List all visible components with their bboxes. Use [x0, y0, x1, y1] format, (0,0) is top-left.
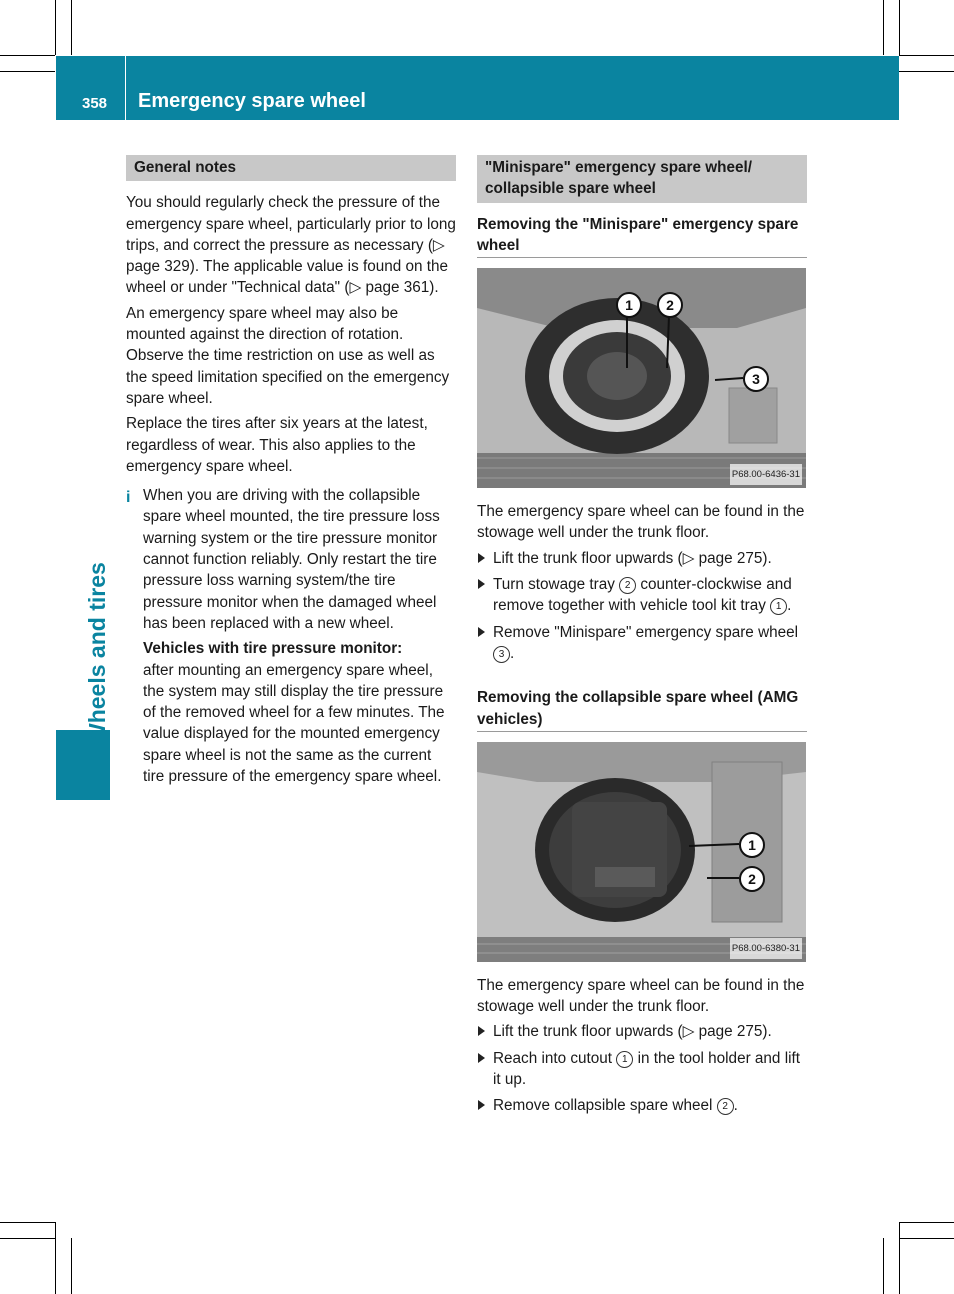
step-arrow-icon	[478, 579, 485, 589]
crop-mark	[899, 1222, 954, 1223]
callout-2: 2	[739, 866, 765, 892]
step: Reach into cutout 1 in the tool holder and lift it up.	[477, 1048, 807, 1091]
step: Lift the trunk floor upwards (▷ page 275).	[477, 548, 807, 569]
ref-circle: 3	[493, 646, 510, 663]
info-icon: i	[126, 489, 131, 507]
figure-collapsible	[477, 742, 806, 962]
crop-mark	[0, 71, 55, 72]
crop-mark	[0, 55, 55, 56]
info-text: When you are driving with the collapsible spare wheel mounted, the tire pressure loss warning system or the tire pressure monitor cannot function reliably. Only restart the tire pressure loss warning system/the tire pressure monitor when the damaged wheel has been replaced with a new wheel.	[143, 487, 440, 632]
crop-mark	[899, 55, 954, 56]
crop-mark	[899, 0, 900, 55]
paragraph: The emergency spare wheel can be found in the stowage well under the trunk floor.	[477, 976, 805, 1016]
crop-mark	[0, 1222, 55, 1223]
paragraph: An emergency spare wheel may also be mounted against the direction of rotation. Observe the time restriction on use as well as the speed limitation specified on the emergency spare wheel.	[126, 304, 450, 407]
paragraph: Replace the tires after six years at the latest, regardless of wear. This also applies to the emergency spare wheel.	[126, 415, 428, 475]
crop-mark	[71, 0, 72, 55]
page-title: Emergency spare wheel	[138, 90, 366, 112]
crop-mark	[55, 0, 56, 55]
subheading-remove-collapsible: Removing the collapsible spare wheel (AMG vehicles)	[477, 687, 807, 732]
figure-code: P68.00-6436-31	[730, 464, 802, 485]
left-column	[126, 155, 456, 787]
ref-circle: 2	[717, 1098, 734, 1115]
step-arrow-icon	[478, 553, 485, 563]
figure-code: P68.00-6380-31	[730, 938, 802, 959]
paragraph: You should regularly check the pressure of the emergency spare wheel, particularly prior to long trips, and correct the pressure as necessary (▷ page 329). The applicable value is found on the wheel or under "Technical data" (▷ page 361).	[126, 194, 456, 297]
info-note	[126, 485, 456, 787]
crop-mark	[899, 71, 954, 72]
callout-1: 1	[616, 292, 642, 318]
right-column	[477, 155, 807, 1122]
page-number: 358	[82, 95, 108, 112]
crop-mark	[55, 1222, 56, 1294]
crop-mark	[0, 1238, 55, 1239]
subheading-remove-minispare: Removing the "Minispare" emergency spare wheel	[477, 214, 807, 259]
callout-2: 2	[657, 292, 683, 318]
step: Turn stowage tray 2 counter-clockwise and remove together with vehicle tool kit tray 1 .	[477, 574, 807, 617]
step-arrow-icon	[478, 1100, 485, 1110]
step-arrow-icon	[478, 627, 485, 637]
step: Lift the trunk floor upwards (▷ page 275).	[477, 1021, 807, 1042]
ref-circle: 1	[770, 598, 787, 615]
ref-circle: 1	[616, 1051, 633, 1068]
step-arrow-icon	[478, 1026, 485, 1036]
crop-mark	[899, 1222, 900, 1294]
paragraph: The emergency spare wheel can be found in the stowage well under the trunk floor.	[477, 503, 805, 542]
step: Remove collapsible spare wheel 2 .	[477, 1095, 807, 1116]
section-heading-minispare: "Minispare" emergency spare wheel/ collapsible spare wheel	[477, 155, 807, 203]
info-text: after mounting an emergency spare wheel, the system may still display the tire pressure of the removed wheel for a few minutes. The value displayed for the mounted emergency spare wheel is not the same as the current tire pressure of the emergency spare wheel.	[143, 661, 445, 786]
callout-1: 1	[739, 832, 765, 858]
step: Remove "Minispare" emergency spare wheel 3 .	[477, 622, 807, 665]
step-arrow-icon	[478, 1053, 485, 1063]
callout-3: 3	[743, 366, 769, 392]
chapter-label: Wheels and tires	[84, 562, 110, 745]
header-divider	[125, 56, 126, 120]
crop-mark	[71, 1238, 72, 1294]
crop-mark	[883, 0, 884, 55]
section-heading-general-notes: General notes	[126, 155, 456, 181]
ref-circle: 2	[619, 577, 636, 594]
crop-mark	[899, 1238, 954, 1239]
info-bold-heading: Vehicles with tire pressure monitor:	[143, 640, 403, 658]
figure-minispare	[477, 268, 806, 488]
crop-mark	[883, 1238, 884, 1294]
